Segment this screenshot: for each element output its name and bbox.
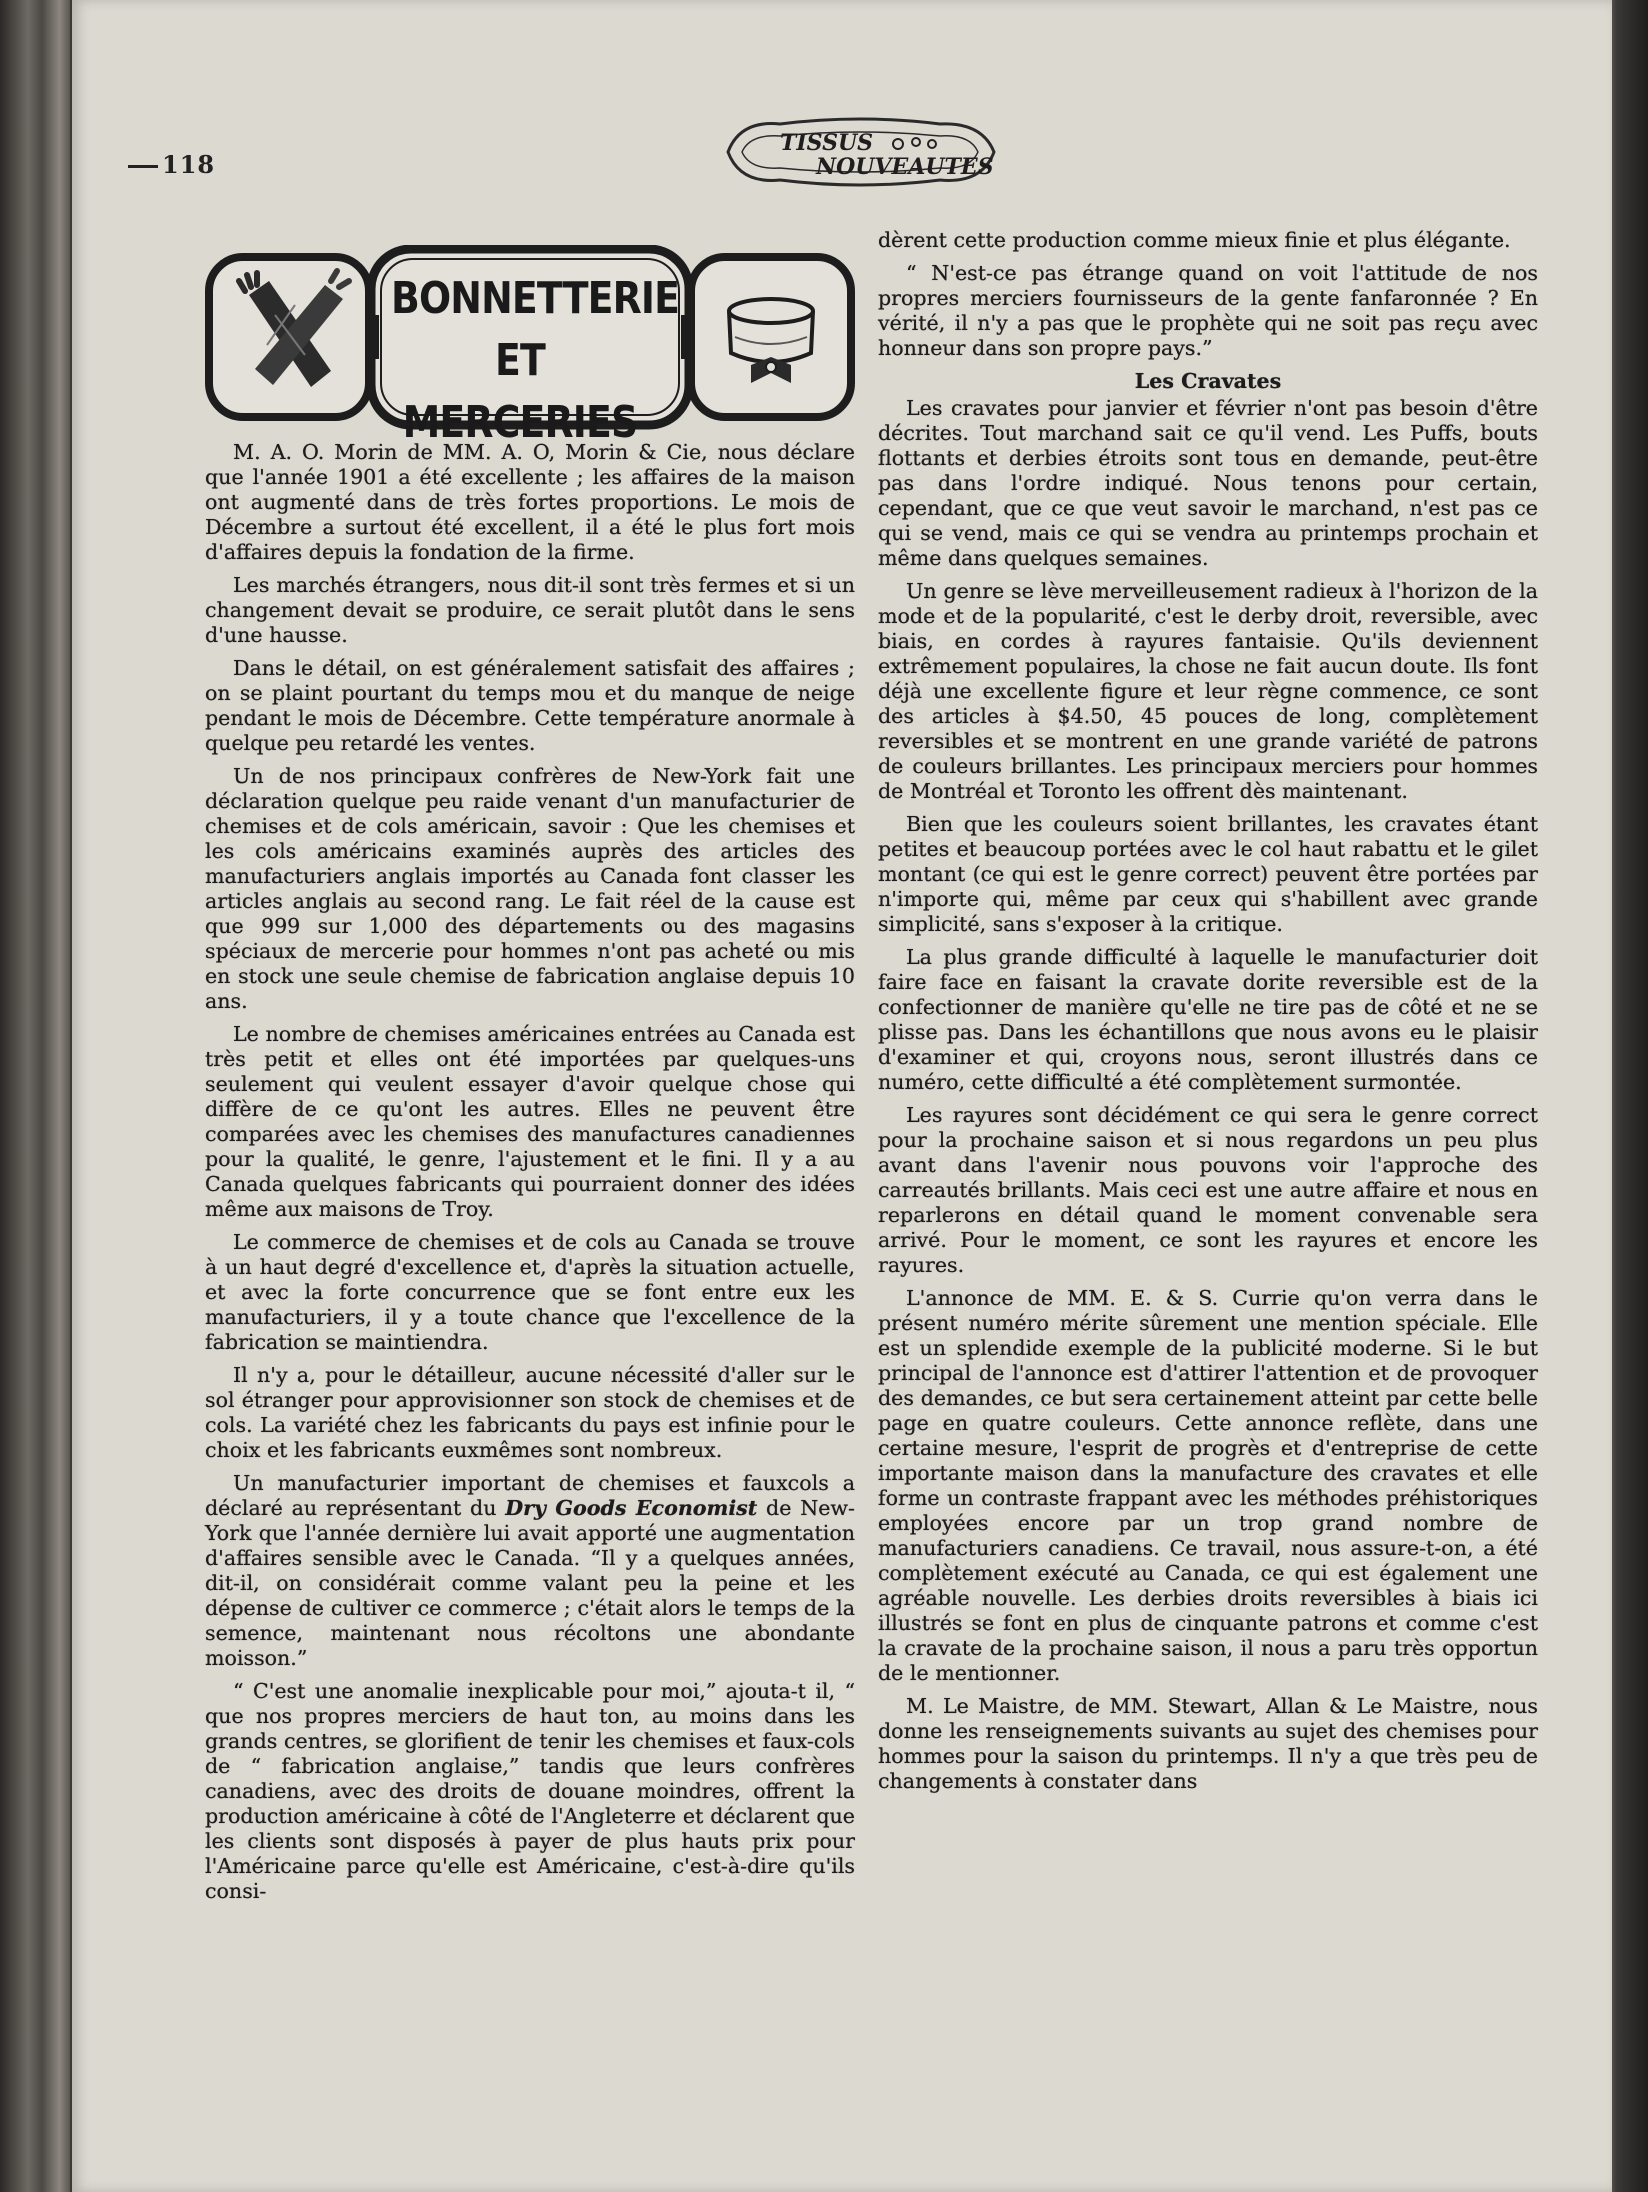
paragraph: La plus grande difficulté à laquelle le manufacturier doit faire face en faisant la cravate dorite reversible est de la confectionner de manière qu'elle ne tire pas de côté et ne se plisse pas. Dans les échantillons que nous avons eu le plaisir d'examiner et qui, croyons nous, seront illustrés dans ce numéro, cette difficulté a été complètement surmontée. <box>878 945 1538 1094</box>
right-column <box>878 228 1538 1802</box>
left-column <box>205 440 855 1912</box>
paragraph: “ N'est-ce pas étrange quand on voit l'attitude de nos propres merciers fournisseurs de la gente fanfaronnée ? En vérité, il n'y a pas que le prophète qui ne soit pas reçu avec honneur dans son propre pays.” <box>878 261 1538 360</box>
banner-title-line2: ET MERCERIES <box>402 335 638 448</box>
paragraph: L'annonce de MM. E. & S. Currie qu'on verra dans le présent numéro mérite sûrement une mention spéciale. Elle est un splendide exemple de la publicité moderne. Si le but principal de l'annonce est d'attirer l'attention et de provoquer des demandes, ce but sera certainement atteint par cette belle page en quatre couleurs. Cette annonce reflète, dans une certaine mesure, l'esprit de progrès et d'entreprise de cette importante maison dans la manufacture des cravates et elle forme un contraste frappant avec les méthodes préhistoriques employées encore par un trop grand nombre de manufacturiers canadiens. Ce travail, nous assure-t-on, a été complètement exécuté au Canada, ce qui est également une agréable nouvelle. Les derbies droits reversibles à biais ici illustrés se font en plus de cinquante patrons et comme c'est la cravate de la prochaine saison, il nous a paru très opportun de le mentionner. <box>878 1286 1538 1685</box>
paragraph: Un manufacturier important de chemises et fauxcols a déclaré au représentant du Dry Goods Economist de New-York que l'année dernière lui avait apporté une augmentation d'affaires sensible avec le Canada. “Il y a quelques années, dit-il, on considérait comme valant peu la peine et les dépense de cultiver ce commerce ; c'était alors le temps de la semence, maintenant nous récoltons une abondante moisson.” <box>205 1471 855 1670</box>
paragraph: Le nombre de chemises américaines entrées au Canada est très petit et elles ont été importées par quelques-uns seulement qui veulent essayer d'avoir quelque chose qui diffère de ce qu'ont les autres. Elles ne peuvent être comparées avec les chemises des manufactures canadiennes pour la qualité, le genre, l'ajustement et le fini. Il y a au Canada quelques fabricants qui pourraient donner des idées même aux maisons de Troy. <box>205 1022 855 1221</box>
paragraph: Les cravates pour janvier et février n'ont pas besoin d'être décrites. Tout marchand sait ce qu'il vend. Les Puffs, bouts flottants et derbies étroits sont tous en demande, peut-être pas dans l'ordre indiqué. Nous tenons pour certain, cependant, que ce que veut savoir le marchand, n'est pas ce qui se vend, mais ce qui se vendra au printemps prochain et même dans quelques semaines. <box>878 396 1538 570</box>
book-left-edge <box>0 0 70 2192</box>
masthead-logo <box>720 112 1000 192</box>
paragraph: M. A. O. Morin de MM. A. O, Morin & Cie, nous déclare que l'année 1901 a été excellente ; les affaires de la maison ont augmenté dans de très fortes proportions. Le mois de Décembre a surtout été excellent, il a été le plus fort mois d'affaires depuis la fondation de la firme. <box>205 440 855 564</box>
paragraph: Bien que les couleurs soient brillantes, les cravates étant petites et beaucoup portées avec le col haut rabattu et le gilet montant (ce qui est le genre correct) peuvent être portées par n'importe qui, même par ceux qui s'habillent avec grande simplicité, sans s'exposer à la critique. <box>878 812 1538 936</box>
paragraph: Il n'y a, pour le détailleur, aucune nécessité d'aller sur le sol étranger pour approvisionner son stock de chemises et de cols. La variété chez les fabricants du pays est infinie pour le choix et les fabricants euxmêmes sont nombreux. <box>205 1363 855 1462</box>
paragraph: Le commerce de chemises et de cols au Canada se trouve à un haut degré d'excellence et, d'après la situation actuelle, et avec la forte concurrence que se font entre eux les manufacturiers, il y a toute chance que l'excellence de la fabrication se maintiendra. <box>205 1230 855 1354</box>
paragraph: “ C'est une anomalie inexplicable pour moi,” ajouta-t il, “ que nos propres merciers de haut ton, au moins dans les grands centres, se glorifient de tenir les chemises et faux-cols de “ fabrication anglaise,” tandis que leurs confrères canadiens, avec des droits de douane moindres, offrent la production américaine à côté de l'Angleterre et déclarent que les clients sont disposés à payer de plus hauts prix pour l'Américaine parce qu'elle est Américaine, c'est-à-dire qu'ils consi- <box>205 1679 855 1903</box>
banner-title-line1: BONNETTERIE <box>391 273 680 324</box>
paragraph: Un de nos principaux confrères de New-York fait une déclaration quelque peu raide venant d'un manufacturier de chemises et de cols américain, savoir : Que les chemises et les cols américains examinés auprès des articles des manufacturiers anglais importés au Canada font classer les articles anglais au second rang. Le fait réel de la cause est que 999 sur 1,000 des départements ou des magasins spéciaux de mercerie pour hommes n'ont pas acheté ou mis en stock une seule chemise de fabrication anglaise depuis 10 ans. <box>205 764 855 1013</box>
paragraph: Les rayures sont décidément ce qui sera le genre correct pour la prochaine saison et si nous regardons un peu plus avant dans l'avenir nous pouvons voir l'approche des carreautés brillants. Mais ceci est une autre affaire et nous en reparlerons en détail quand le moment convenable sera arrivé. Pour le moment, ce sont les rayures et encore les rayures. <box>878 1103 1538 1277</box>
paragraph: Dans le détail, on est généralement satisfait des affaires ; on se plaint pourtant du temps mou et du manque de neige pendant le mois de Décembre. Cette température anormale à quelque peu retardé les ventes. <box>205 656 855 755</box>
publication-name: Dry Goods Economist <box>505 1496 758 1520</box>
masthead-line2: NOUVEAUTES <box>816 154 994 180</box>
masthead-line1: TISSUS <box>780 130 874 156</box>
paragraph: dèrent cette production comme mieux finie et plus élégante. <box>878 228 1511 252</box>
section-heading: Les Cravates <box>1134 369 1282 393</box>
paragraph: M. Le Maistre, de MM. Stewart, Allan & Le Maistre, nous donne les renseignements suivants au sujet des chemises pour hommes pour la saison du printemps. Il n'y a que très peu de changements à constater dans <box>878 1694 1538 1793</box>
page-number: 118 <box>128 150 215 179</box>
banner-title <box>391 268 680 454</box>
paragraph: Les marchés étrangers, nous dit-il sont très fermes et si un changement devait se produire, ce serait plutôt dans le sens d'une hausse. <box>205 573 855 647</box>
paragraph: Un genre se lève merveilleusement radieux à l'horizon de la mode et de la popularité, c'est le derby droit, reversible, avec biais, en cordes à rayures fantaisie. Qu'ils deviennent extrêmement populaires, la chose ne fait aucun doute. Ils font déjà une excellente figure et leur règne commence, ce sont des articles à $4.50, 45 pouces de long, complètement reversibles et se montrent en une grande variété de patrons de couleurs brillantes. Les principaux merciers pour hommes de Montréal et Toronto les offrent dès maintenant. <box>878 579 1538 803</box>
